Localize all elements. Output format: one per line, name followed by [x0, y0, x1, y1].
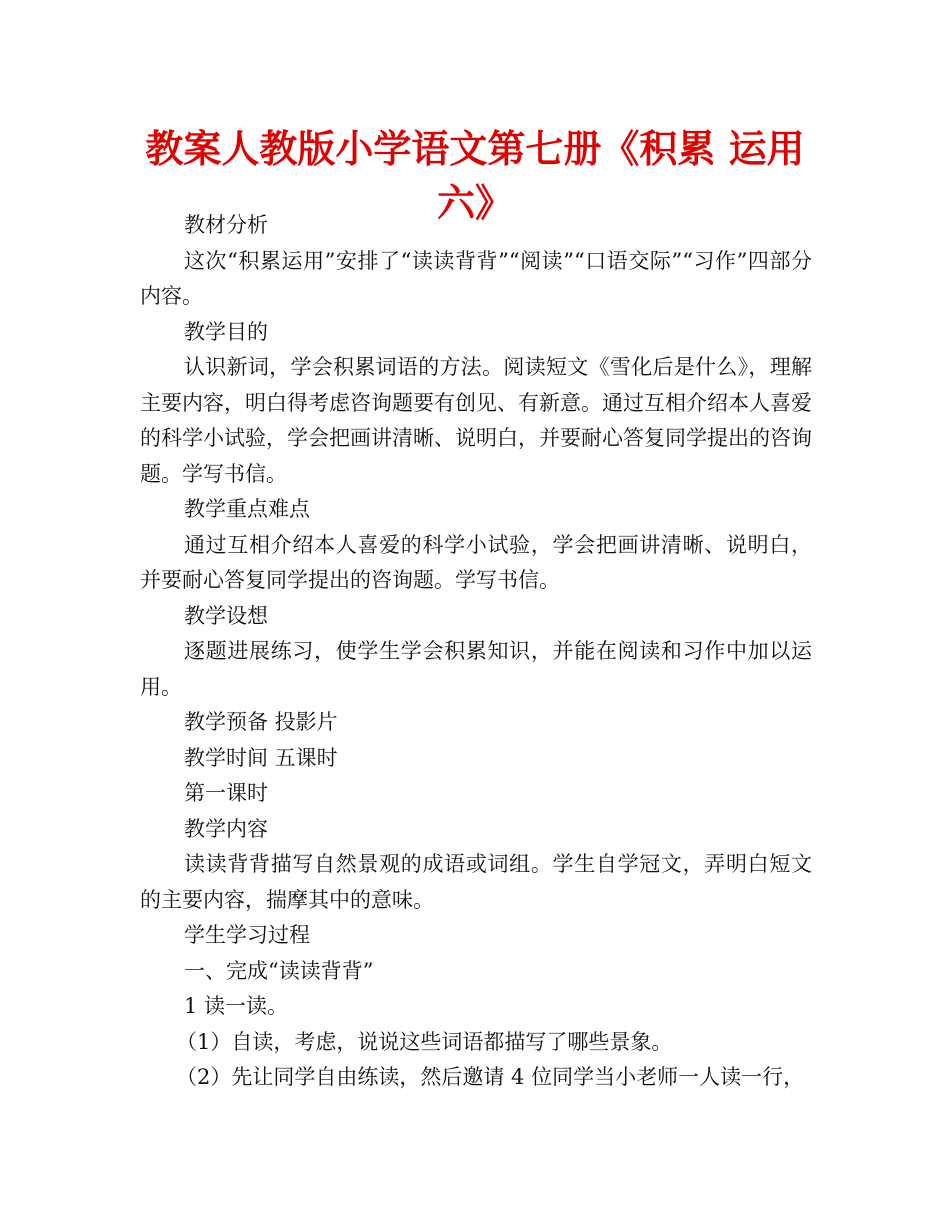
section-one-heading: 一、完成“读读背背” [184, 958, 374, 983]
line-teaching-time: 教学时间 五课时 [184, 745, 338, 770]
document-body [140, 208, 812, 1096]
heading-first-lesson: 第一课时 [184, 781, 268, 805]
heading-key-points: 教学重点难点 [184, 497, 310, 521]
document-title: 教案人教版小学语文第七册《积累 运用六》 [145, 127, 805, 225]
heading-teaching-goals: 教学目的 [184, 319, 268, 344]
line-preparation: 教学预备 投影片 [184, 710, 338, 734]
paragraph-teaching-content: 读读背背描写自然景观的成语或词组。学生自学冠文，弄明白短文的主要内容，揣摩其中的意味。 [140, 852, 812, 912]
heading-teaching-content: 教学内容 [184, 816, 268, 841]
heading-learning-process: 学生学习过程 [184, 923, 310, 947]
step-read-heading: 1 读一读。 [184, 994, 289, 1018]
paragraph-key-points: 通过互相介绍本人喜爱的科学小试验，学会把画讲清晰、说明白，并要耐心答复同学提出的咨询题。学写书信。 [140, 532, 812, 592]
paragraph-content-overview: 这次“积累运用”安排了“读读背背”“阅读”“口语交际”“习作”四部分内容。 [140, 248, 812, 308]
heading-teaching-plan: 教学设想 [184, 603, 268, 628]
paragraph-teaching-plan: 逐题进展练习，使学生学会积累知识，并能在阅读和习作中加以运用。 [140, 639, 812, 699]
step-item-2: （2）先让同学自由练读，然后邀请 4 位同学当小老师一人读一行， [176, 1065, 805, 1089]
heading-textbook-analysis: 教材分析 [184, 213, 268, 237]
paragraph-teaching-goals: 认识新词，学会积累词语的方法。阅读短文《雪化后是什么》，理解主要内容，明白得考虑咨询题要有创见、有新意。通过互相介绍本人喜爱的科学小试验，学会把画讲清晰、说明白，并要耐心答复同学提出的咨询题。学写书信。 [140, 355, 812, 486]
step-item-1: （1）自读，考虑，说说这些词语都描写了哪些景象。 [176, 1029, 673, 1054]
